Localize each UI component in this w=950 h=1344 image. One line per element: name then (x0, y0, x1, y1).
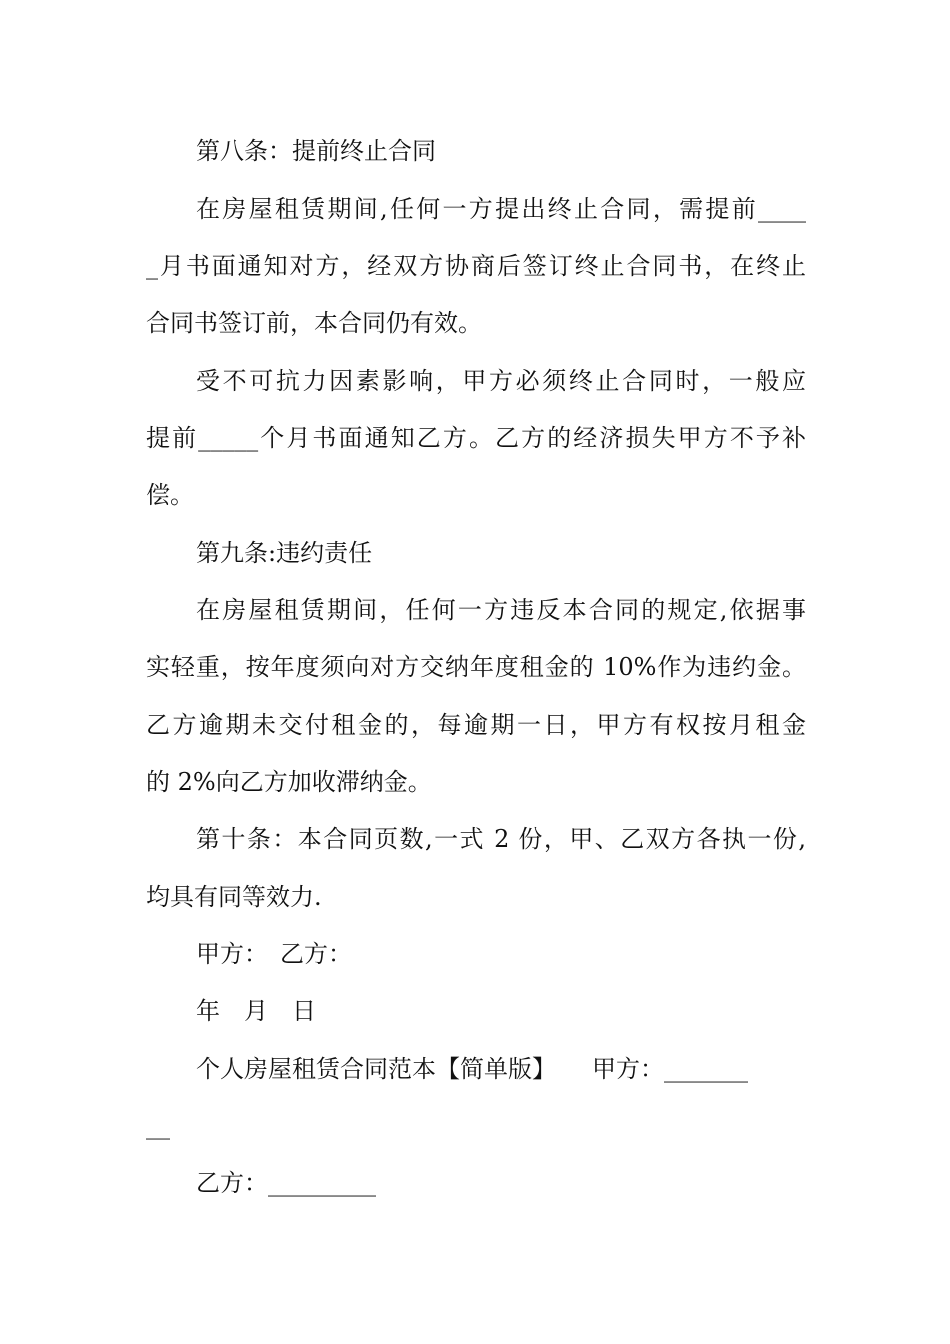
article-8-paragraph-1-line-2: _月书面通知对方，经双方协商后签订终止合同书，在终止 (146, 252, 806, 280)
article-10-line-2: 均具有同等效力. (146, 883, 322, 911)
article-8-heading: 第八条：提前终止合同 (196, 137, 436, 165)
signature-parties-line: 甲方： 乙方： (196, 940, 352, 968)
article-9-paragraph-line-2: 实轻重，按年度须向对方交纳年度租金的 10%作为违约金。 (146, 653, 806, 681)
article-8-paragraph-2-line-2: 提前_____个月书面通知乙方。乙方的经济损失甲方不予补 (146, 424, 806, 452)
article-10-line-1: 第十条：本合同页数,一式 2 份，甲、乙双方各执一份, (196, 825, 806, 853)
template-party-a-blank-continuation: __ (146, 1112, 170, 1140)
signature-date-line: 年 月 日 (196, 997, 316, 1025)
template-title-line: 个人房屋租赁合同范本【简单版】 甲方：_______ (196, 1055, 748, 1083)
article-9-paragraph-line-3: 乙方逾期未交付租金的，每逾期一日，甲方有权按月租金 (146, 711, 806, 739)
article-8-paragraph-2-line-3: 偿。 (146, 481, 194, 509)
article-8-paragraph-1-line-3: 合同书签订前，本合同仍有效。 (146, 309, 482, 337)
article-8-paragraph-2-line-1: 受不可抗力因素影响，甲方必须终止合同时，一般应 (196, 367, 806, 395)
article-9-paragraph-line-1: 在房屋租赁期间，任何一方违反本合同的规定,依据事 (196, 596, 806, 624)
article-8-paragraph-1-line-1: 在房屋租赁期间,任何一方提出终止合同，需提前____ (196, 195, 806, 223)
article-9-paragraph-line-4: 的 2%向乙方加收滞纳金。 (146, 768, 432, 796)
template-party-b-line: 乙方：_________ (196, 1169, 376, 1197)
article-9-heading: 第九条:违约责任 (196, 539, 373, 567)
